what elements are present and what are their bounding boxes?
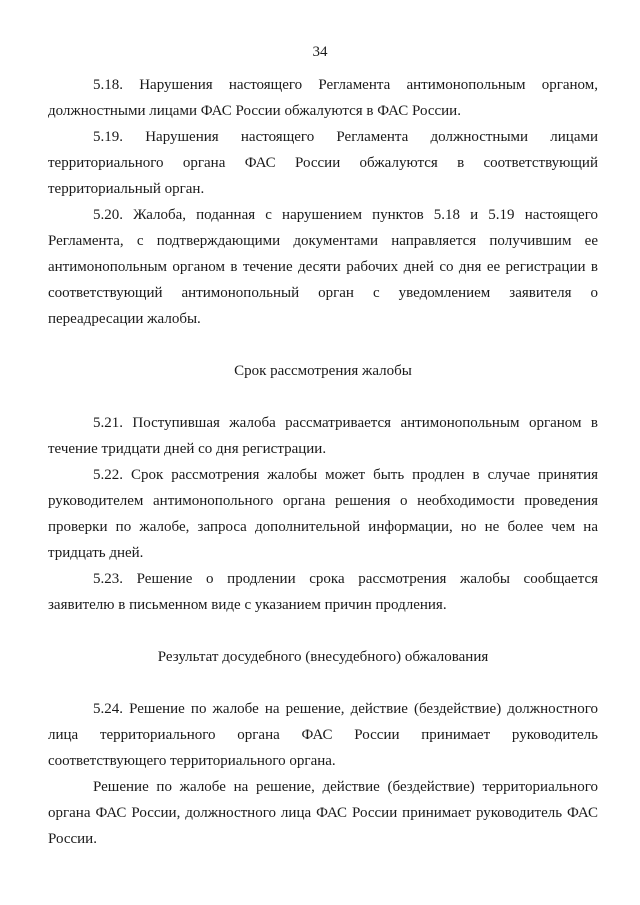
- page-number: 34: [312, 44, 328, 60]
- paragraph-5-21: 5.21. Поступившая жалоба рассматривается антимонопольным органом в течение тридцати дней со дня регистрации.: [48, 415, 598, 457]
- section-heading-review-period: Срок рассмотрения жалобы: [234, 363, 412, 379]
- paragraph-5-23: 5.23. Решение о продлении срока рассмотрения жалобы сообщается заявителю в письменном виде с указанием причин продления.: [48, 571, 598, 613]
- paragraph-5-24-continued: Решение по жалобе на решение, действие (бездействие) территориального органа ФАС России, должностного лица ФАС России принимает руководитель ФАС России.: [48, 779, 598, 847]
- paragraph-5-20: 5.20. Жалоба, поданная с нарушением пунктов 5.18 и 5.19 настоящего Регламента, с подтверждающими документами направляется получившим ее антимонопольным органом в течение десяти рабочих дней со дня ее регистрации в соответствующий антимонопольный орган с уведомлением заявителя о переадресации жалобы.: [48, 207, 598, 327]
- section-heading-appeal-result: Результат досудебного (внесудебного) обжалования: [157, 649, 489, 665]
- paragraph-5-18: 5.18. Нарушения настоящего Регламента антимонопольным органом, должностными лицами ФАС России обжалуются в ФАС России.: [48, 77, 598, 119]
- paragraph-5-24: 5.24. Решение по жалобе на решение, действие (бездействие) должностного лица территориального органа ФАС России принимает руководитель соответствующего территориального органа.: [48, 701, 598, 769]
- paragraph-5-22: 5.22. Срок рассмотрения жалобы может быть продлен в случае принятия руководителем антимонопольного органа решения о необходимости проведения проверки по жалобе, запроса дополнительной информации, но не более чем на тридцать дней.: [48, 467, 598, 561]
- paragraph-5-19: 5.19. Нарушения настоящего Регламента должностными лицами территориального органа ФАС России обжалуются в соответствующий территориальный орган.: [48, 129, 598, 197]
- document-body: [48, 72, 598, 852]
